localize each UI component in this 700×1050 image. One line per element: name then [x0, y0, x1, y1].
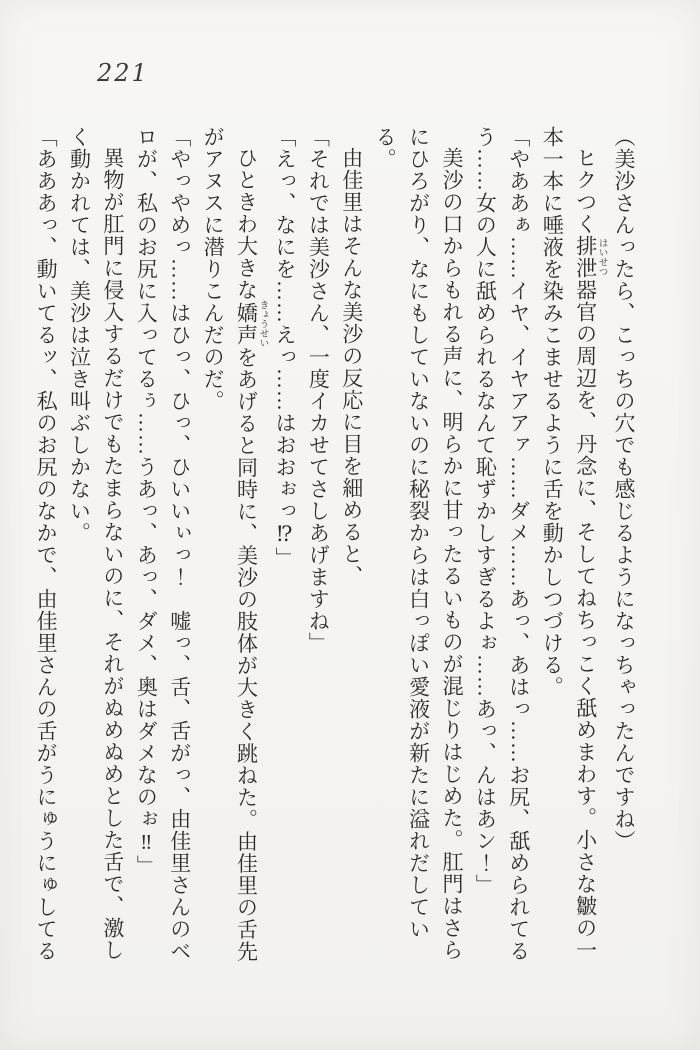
text-line: 異物が肛門に侵入するだけでもたまらないのに、それがぬめぬめとした舌で、激し — [100, 147, 125, 961]
text-line: 「えっ、なにを……えっ……はおおぉっ⁉」 — [272, 126, 297, 569]
vertical-text-block — [29, 126, 640, 978]
text-line: ひときわ大きな嬌声 きょうせいをあげると同時に、美沙の肢体が大きく跳ねた。由佳里の舌先 — [234, 147, 268, 963]
text-line: 「やああぁ……イヤ、イヤアアァ……ダメ……あっ、あはっ……お尻、舐められてる — [506, 126, 531, 962]
ruby-annotated-word: 嬌声 きょうせい — [234, 300, 268, 348]
ruby-annotated-word: 排泄 はいせつ — [573, 235, 607, 279]
text-line: 「やっやめっ……はひっ、ひっ、ひいいぃっ！ 嘘っ、舌、舌がっ、由佳里さんのベ — [167, 126, 192, 962]
text-line: ロが、私のお尻に入ってるぅ……うあっ、あっ、ダメ、奥はダメなのぉ‼」 — [134, 126, 159, 877]
text-line: （美沙さんったら、こっちの穴でも感じるようになっちゃったんですね） — [612, 126, 636, 852]
text-line: 美沙の口からもれる声に、明らかに甘ったるいものが混じりはじめた。肛門はさら — [439, 147, 464, 961]
text-line: がアヌスに潜りこんだのだ。 — [201, 126, 226, 412]
text-line: く動かれては、美沙は泣き叫ぶしかない。 — [67, 126, 92, 544]
text-line: 「あああっ、動いてるッ、私のお尻のなかで、由佳里さんの舌がうにゅうにゅしてる — [34, 126, 59, 962]
text-line: ヒクつく排泄 はいせつ器官の周辺を、丹念に、そしてねちっこく舐めまわす。小さな皺の一 — [573, 147, 607, 961]
text-line: 本一本に唾液を染みこませるように舌を動かしつづける。 — [540, 126, 565, 698]
text-line: 由佳里はそんな美沙の反応に目を細めると、 — [339, 147, 364, 587]
text-line: う……女の人に舐められるなんて恥ずかしすぎるよぉ……あっ、んはあン！」 — [473, 126, 498, 896]
text-line: 「それでは美沙さん、一度イカせてさしあげますね」 — [306, 126, 331, 654]
page-number: 221 — [97, 59, 149, 87]
text-line: にひろがり、なにもしていないのに秘裂からは白っぽい愛液が新たに溢れだしている。 — [373, 126, 431, 940]
